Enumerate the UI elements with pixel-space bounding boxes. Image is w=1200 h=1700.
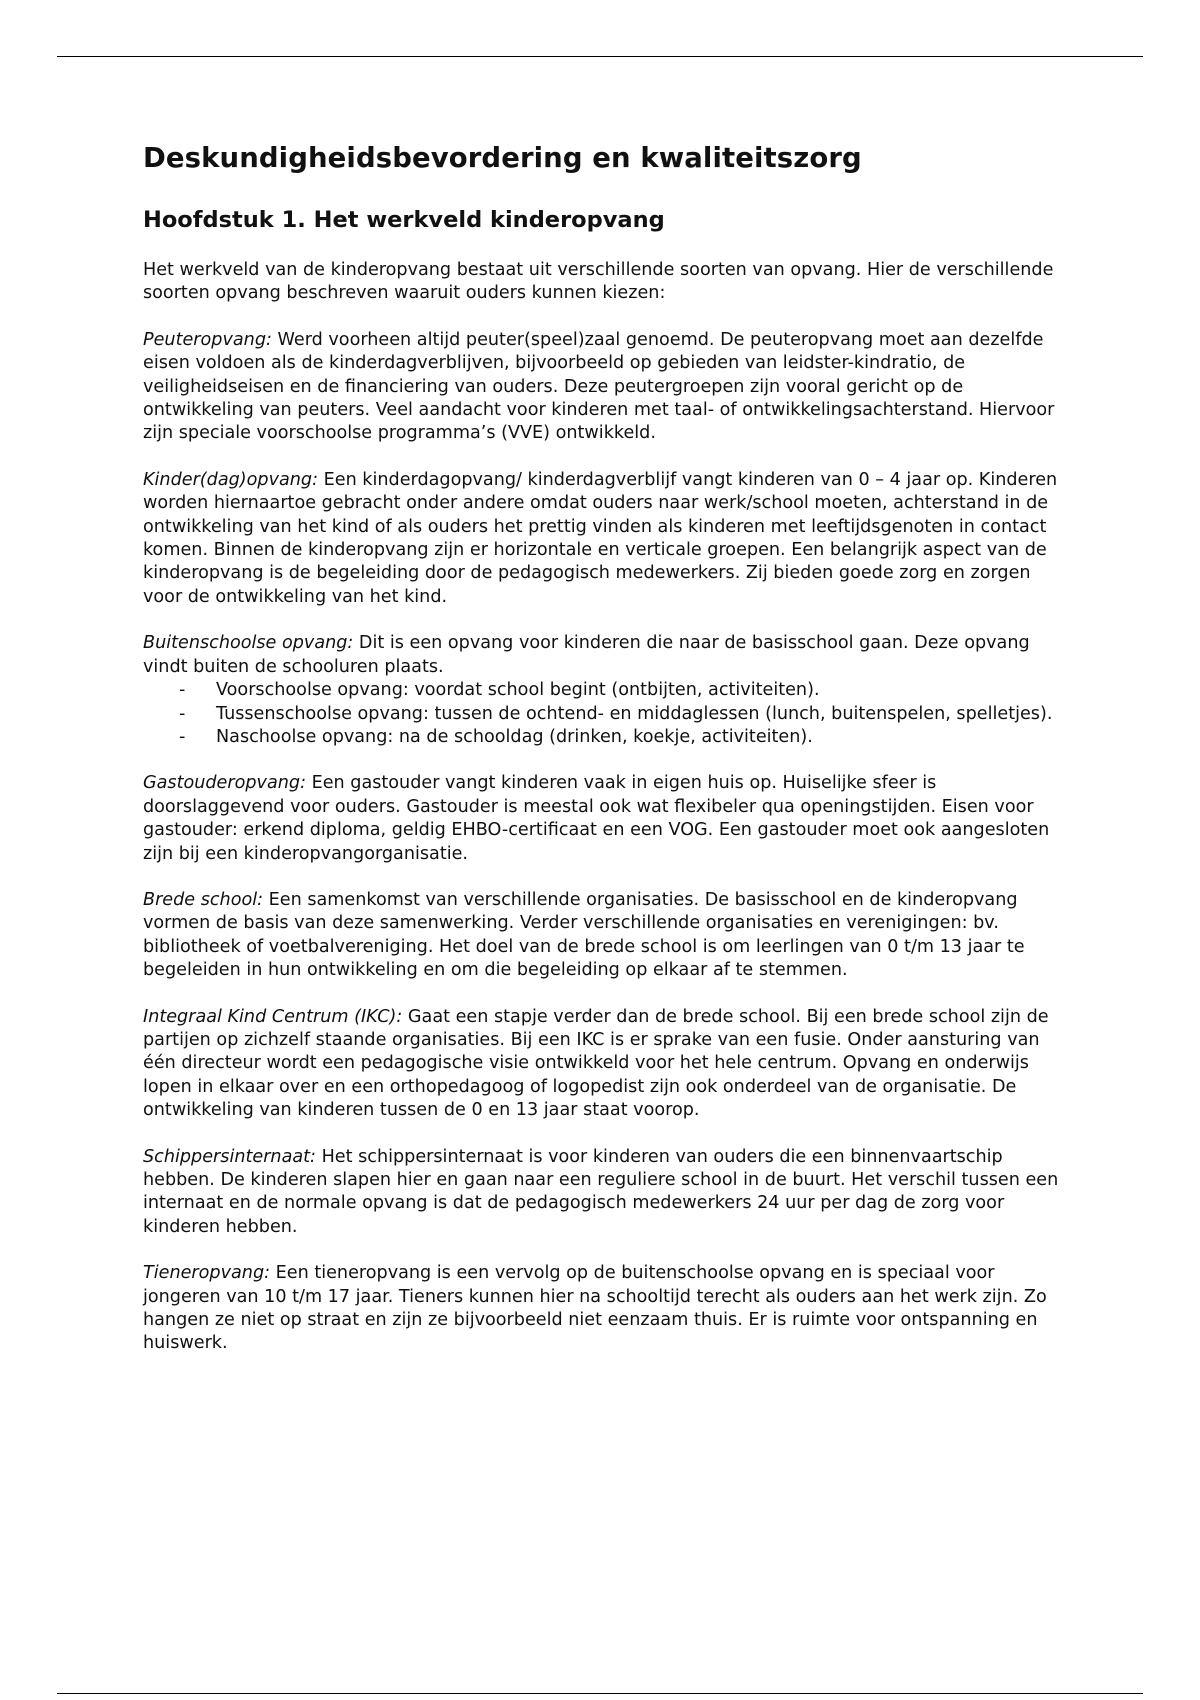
list-item-text: Naschoolse opvang: na de schooldag (drinken, koekje, activiteiten). <box>216 726 813 747</box>
list-item-text: Voorschoolse opvang: voordat school begint (ontbijten, activiteiten). <box>216 680 820 701</box>
section-text: Het schippersinternaat is voor kinderen van ouders die een binnenvaartschip hebben. De kinderen slapen hier en gaan naar een reguliere school in de buurt. Het verschil tussen een internaat en de normale opvang is dat de pedagogisch medewerkers 24 uur per dag de zorg voor kinderen hebben. <box>143 1146 1059 1237</box>
bullet-dash: - <box>179 726 186 747</box>
bullet-dash: - <box>179 680 186 701</box>
section-schippersinternaat <box>143 1146 1063 1240</box>
section-text: Dit is een opvang voor kinderen die naar de basisschool gaan. Deze opvang vindt buiten de schooluren plaats. <box>143 633 1030 677</box>
section-term: Peuteropvang: <box>143 329 272 350</box>
section-brede-school <box>143 889 1063 983</box>
section-ikc <box>143 1006 1063 1123</box>
list-item <box>143 726 1063 749</box>
intro-paragraph: Het werkveld van de kinderopvang bestaat uit verschillende soorten van opvang. Hier de verschillende soorten opvang beschreven waaruit ouders kunnen kiezen: <box>143 260 1054 304</box>
section-term: Integraal Kind Centrum (IKC): <box>143 1006 403 1027</box>
section-term: Brede school: <box>143 889 264 910</box>
header-rule <box>57 56 1143 57</box>
section-text: Werd voorheen altijd peuter(speel)zaal genoemd. De peuteropvang moet aan dezelfde eisen voldoen als de kinderdagverblijven, bijvoorbeeld op gebieden van leidster-kindratio, de veiligheidseisen en de financiering van ouders. Deze peutergroepen zijn vooral gericht op de ontwikkeling van peuters. Veel aandacht voor kinderen met taal- of ontwikkelingsachterstand. Hiervoor zijn speciale voorschoolse programma’s (VVE) ontwikkeld. <box>143 329 1055 444</box>
section-text: Gaat een stapje verder dan de brede school. Bij een brede school zijn de partijen op zichzelf staande organisaties. Bij een IKC is er sprake van een fusie. Onder aansturing van één directeur wordt een pedagogische visie ontwikkeld voor het hele centrum. Opvang en onderwijs lopen in elkaar over en een orthopedagoog of logopedist zijn ook onderdeel van de organisatie. De ontwikkeling van kinderen tussen de 0 en 13 jaar staat voorop. <box>143 1006 1049 1121</box>
section-term: Schippersinternaat: <box>143 1146 316 1167</box>
bso-bullet-list <box>143 679 1063 749</box>
section-term: Gastouderopvang: <box>143 773 306 794</box>
list-item-text: Tussenschoolse opvang: tussen de ochtend- en middaglessen (lunch, buitenspelen, spelletjes). <box>216 703 1053 724</box>
list-item <box>143 703 1063 726</box>
section-buitenschoolse-opvang <box>143 632 1063 679</box>
section-term: Buitenschoolse opvang: <box>143 633 354 654</box>
section-text: Een gastouder vangt kinderen vaak in eigen huis op. Huiselijke sfeer is doorslaggevend voor ouders. Gastouder is meestal ook wat flexibeler qua openingstijden. Eisen voor gastouder: erkend diploma, geldig EHBO-certificaat en een VOG. Een gastouder moet ook aangesloten zijn bij een kinderopvangorganisatie. <box>143 773 1050 864</box>
section-gastouderopvang <box>143 772 1063 866</box>
section-term: Tieneropvang: <box>143 1263 271 1284</box>
chapter-heading: Hoofdstuk 1. Het werkveld kinderopvang <box>143 207 665 233</box>
document-body <box>143 136 1063 1356</box>
section-text: Een samenkomst van verschillende organisaties. De basisschool en de kinderopvang vormen de basis van deze samenwerking. Verder verschillende organisaties en verenigingen: bv. bibliotheek of voetbalvereniging. Het doel van de brede school is om leerlingen van 0 t/m 13 jaar te begeleiden in hun ontwikkeling en om die begeleiding op elkaar af te stemmen. <box>143 889 1025 981</box>
footer-rule <box>57 1693 1143 1694</box>
list-item <box>143 679 1063 702</box>
section-term: Kinder(dag)opvang: <box>143 469 319 490</box>
section-kinderdagopvang <box>143 469 1063 609</box>
section-text: Een kinderdagopvang/ kinderdagverblijf vangt kinderen van 0 – 4 jaar op. Kinderen worden hiernaartoe gebracht onder andere omdat ouders naar werk/school moeten, achterstand in de ontwikkeling van het kind of als ouders het prettig vinden als kinderen met leeftijdsgenoten in contact komen. Binnen de kinderopvang zijn er horizontale en verticale groepen. Een belangrijk aspect van de kinderopvang is de begeleiding door de pedagogisch medewerkers. Zij bieden goede zorg en zorgen voor de ontwikkeling van het kind. <box>143 469 1058 607</box>
document-title: Deskundigheidsbevordering en kwaliteitszorg <box>143 142 862 174</box>
section-peuteropvang <box>143 329 1063 446</box>
section-text: Een tieneropvang is een vervolg op de buitenschoolse opvang en is speciaal voor jongeren van 10 t/m 17 jaar. Tieners kunnen hier na schooltijd terecht als ouders aan het werk zijn. Zo hangen ze niet op straat en zijn ze bijvoorbeeld niet eenzaam thuis. Er is ruimte voor ontspanning en huiswerk. <box>143 1263 1047 1354</box>
bullet-dash: - <box>179 703 186 724</box>
section-tieneropvang <box>143 1262 1063 1356</box>
